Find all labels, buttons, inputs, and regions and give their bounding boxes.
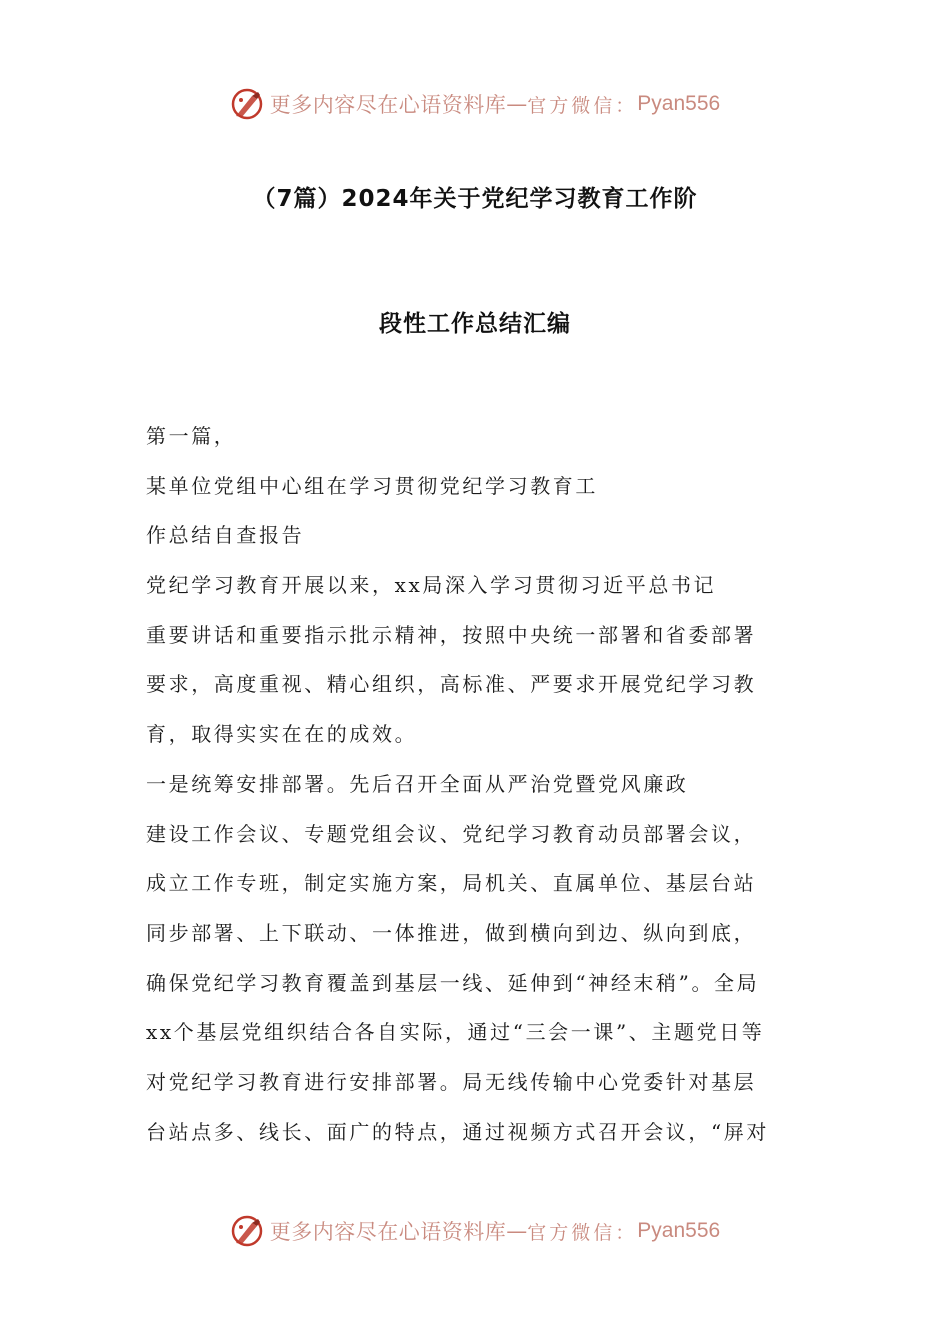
body-line: 建设工作会议、专题党组会议、党纪学习教育动员部署会议， [146, 821, 757, 846]
body-line: 成立工作专班，制定实施方案，局机关、直属单位、基层台站 [146, 871, 757, 896]
body-line: 第一篇， [146, 424, 237, 448]
document-title-line-2: 段性工作总结汇编 [379, 311, 571, 337]
body-line: xx个基层党组织结合各自实际，通过“三会一课”、主题党日等 [146, 1020, 765, 1045]
body-line: 台站点多、线长、面广的特点，通过视频方式召开会议，“屏对 [146, 1119, 770, 1144]
body-line: 作总结自查报告 [146, 523, 305, 548]
pen-nib-circle-icon [230, 1213, 266, 1249]
body-line: 同步部署、上下联动、一体推进，做到横向到边、纵向到底， [146, 920, 757, 945]
body-line: 重要讲话和重要指示批示精神，按照中央统一部署和省委部署 [146, 622, 757, 647]
watermark-dash: — [506, 92, 528, 116]
pen-nib-circle-icon [230, 86, 266, 122]
body-line: 对党纪学习教育进行安排部署。局无线传输中心党委针对基层 [146, 1069, 757, 1094]
watermark-wechat-label: 官方微信： [527, 1221, 638, 1244]
footer-watermark [0, 1211, 950, 1251]
body-line: 育，取得实实在在的成效。 [146, 722, 418, 747]
header-watermark [0, 84, 950, 124]
watermark-brand: 更多内容尽在心语资料库 [269, 1220, 507, 1244]
body-line: 某单位党组中心组在学习贯彻党纪学习教育工 [146, 473, 598, 498]
watermark-wechat-label: 官方微信： [527, 94, 638, 117]
body-line: 一是统筹安排部署。先后召开全面从严治党暨党风廉政 [146, 771, 689, 796]
document-title-line-1: （7篇）2024年关于党纪学习教育工作阶 [252, 186, 698, 212]
document-body [146, 420, 786, 1165]
watermark-wechat-id: Pyan556 [637, 92, 721, 115]
body-line: 党纪学习教育开展以来，xx局深入学习贯彻习近平总书记 [146, 573, 717, 598]
body-line: 要求，高度重视、精心组织，高标准、严要求开展党纪学习教 [146, 672, 757, 697]
watermark-wechat-id: Pyan556 [637, 1219, 721, 1242]
watermark-dash: — [506, 1219, 528, 1243]
body-line: 确保党纪学习教育覆盖到基层一线、延伸到“神经末稍”。全局 [146, 970, 760, 995]
watermark-brand: 更多内容尽在心语资料库 [269, 93, 507, 117]
